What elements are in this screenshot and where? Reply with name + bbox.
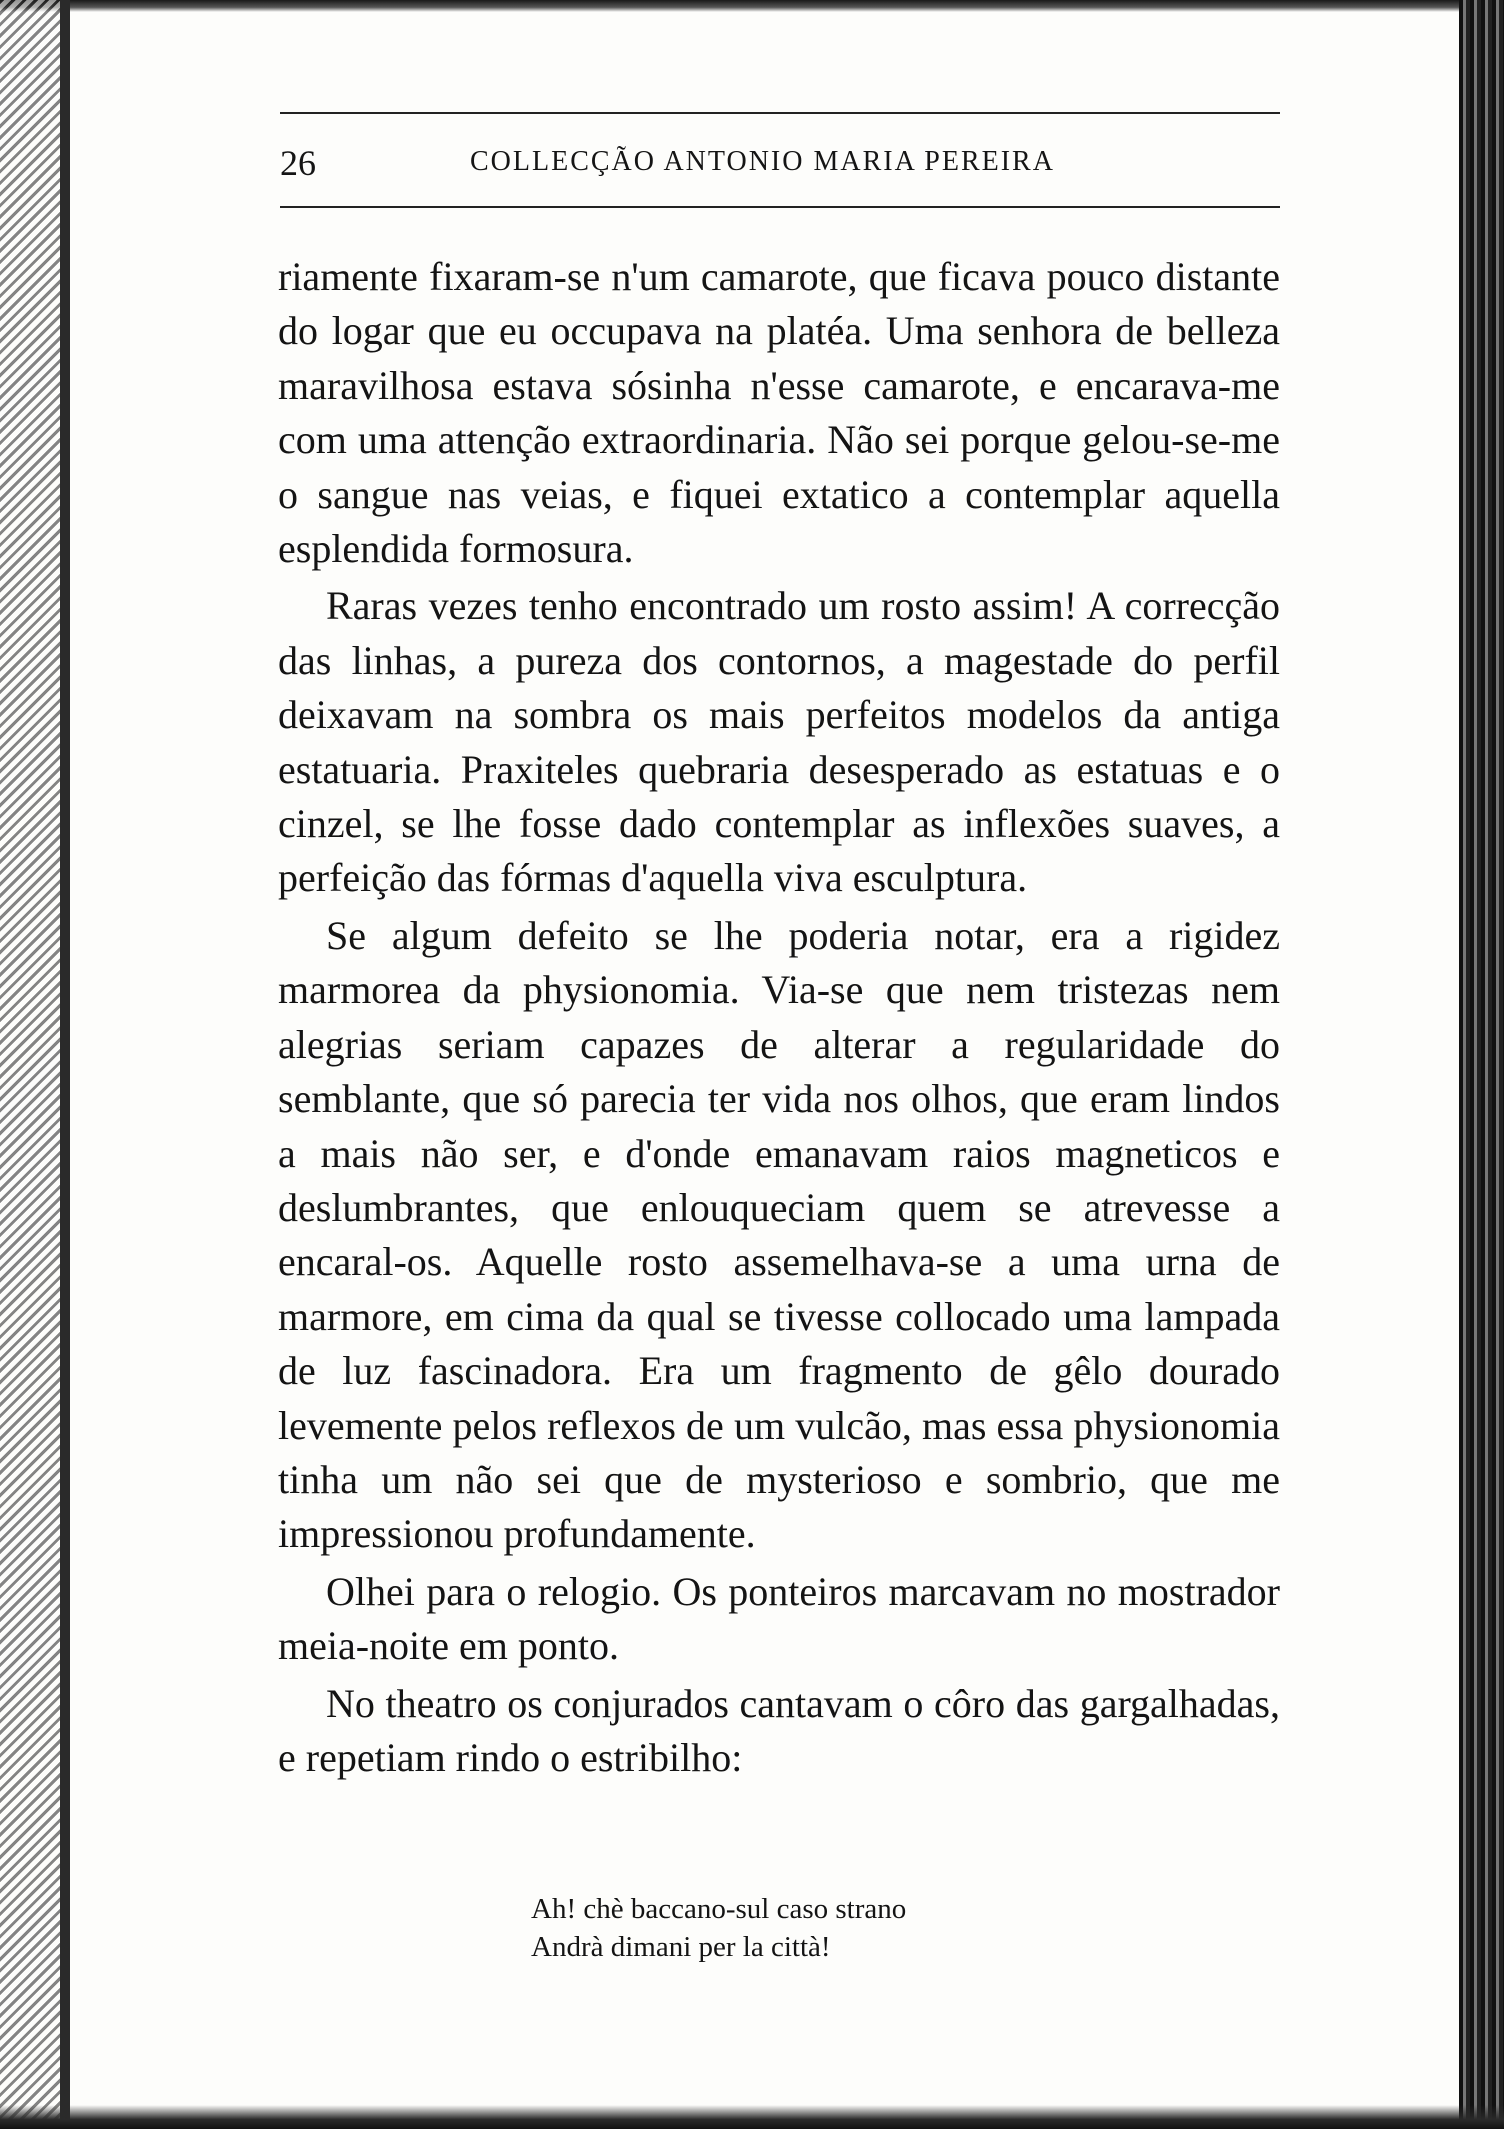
paragraph: No theatro os conjurados cantavam o côro das gargalhadas, e repetiam rindo o estribilho:: [278, 1680, 1280, 1780]
page-number: 26: [280, 143, 316, 183]
paragraph: Raras vezes tenho encontrado um rosto assim! A correcção das linhas, a pureza dos contornos, a magestade do perfil deixavam na sombra os mais perfeitos modelos da antiga estatuaria. Praxiteles quebraria desesperado as estatuas e o cinzel, se lhe fosse dado contemplar as inflexões suaves, a perfeição das fórmas d'aquella viva esculptura.: [278, 583, 1280, 901]
header-rule-top: [280, 112, 1280, 114]
scan-edge-top: [0, 0, 1504, 12]
scan-gutter-line: [60, 0, 70, 2129]
running-head: [280, 112, 1280, 212]
verse-quote: [531, 1890, 906, 1966]
header-rule-bottom: [280, 206, 1280, 208]
paragraph: riamente fixaram-se n'um camarote, que ficava pouco distante do logar que eu occupava na platéa. Uma senhora de belleza maravilhosa estava sósinha n'esse camarote, e encarava-me com uma attenção extraordinaria. Não sei porque gelou-se-me o sangue nas veias, e fiquei extatico a contemplar aquella esplendida formosura.: [278, 254, 1280, 572]
collection-title: COLLECÇÃO ANTONIO MARIA PEREIRA: [470, 146, 1055, 177]
verse-line: Ah! chè baccano-sul caso strano: [531, 1893, 907, 1925]
paragraph: Olhei para o relogio. Os ponteiros marcavam no mostrador meia-noite em ponto.: [278, 1568, 1280, 1669]
paragraph: Se algum defeito se lhe poderia notar, era a rigidez marmorea da physionomia. Via-se que nem tristezas nem alegrias seriam capazes de alterar a regularidade do semblante, que só parecia ter vida nos olhos, que eram lindos a mais não ser, e d'onde emanavam raios magneticos e deslumbrantes, que enlouqueciam quem se atrevesse a encaral-os. Aquelle rosto assemelhava-se a uma urna de marmore, em cima da qual se tivesse collocado uma lampada de luz fascinadora. Era um fragmento de gêlo dourado levemente pelos reflexos de um vulcão, mas essa physionomia tinha um não sei que de mysterioso e sombrio, que me impressionou profundamente.: [278, 912, 1280, 1557]
verse-line: Andrà dimani per la città!: [531, 1931, 831, 1963]
scan-edge-bottom: [0, 2105, 1504, 2129]
body-text: [278, 250, 1280, 1788]
scan-edge-right: [1459, 0, 1504, 2129]
